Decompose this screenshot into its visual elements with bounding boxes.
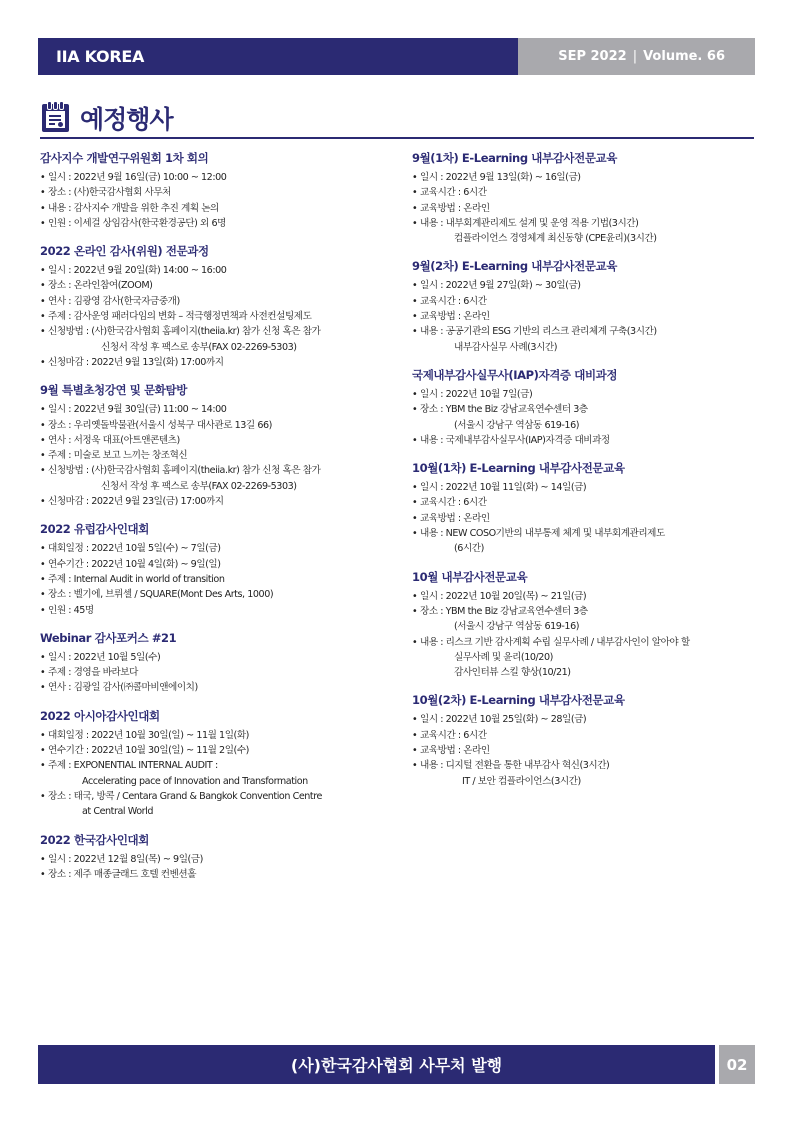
page-number: 02 (719, 1045, 755, 1084)
event-details (412, 712, 762, 788)
event-detail-continuation: 실무사례 및 윤리(10/20) (454, 651, 553, 663)
event-block (40, 382, 390, 509)
event-title: 10월(1차) E-Learning 내부감사전문교육 (412, 461, 625, 476)
issue-date: SEP 2022 (558, 49, 627, 64)
issue-separator: | (632, 49, 638, 64)
page-header (38, 38, 755, 75)
event-title: 9월(1차) E-Learning 내부감사전문교육 (412, 151, 617, 165)
calendar-icon (42, 104, 69, 132)
event-detail-line: • 신청마감 : 2022년 9월 23일(금) 17:00까지 (40, 494, 390, 509)
event-detail-line: • 연수기간 : 2022년 10월 4일(화) ~ 9일(일) (40, 557, 390, 572)
page-footer (38, 1045, 755, 1084)
event-detail-continuation: IT / 보안 컴플라이언스(3시간) (462, 775, 581, 787)
event-block (412, 258, 762, 354)
event-block (412, 150, 762, 246)
event-details (40, 650, 390, 696)
event-detail-line: • 신청방법 : (사)한국감사협회 홈페이지(theiia.kr) 참가 신청 혹은 참가 (40, 324, 390, 339)
event-detail-line: • 교육시간 : 6시간 (412, 728, 762, 743)
event-details (40, 402, 390, 509)
event-detail-line: • 인원 : 45명 (40, 603, 390, 618)
event-detail-line: • 대회일정 : 2022년 10월 30일(일) ~ 11월 1일(화) (40, 728, 390, 743)
issue-volume: Volume. 66 (643, 49, 725, 64)
event-detail-continuation: Accelerating pace of Innovation and Transformation (82, 775, 308, 787)
event-detail-continuation: 내부감사실무 사례(3시간) (454, 341, 558, 353)
event-detail-line: • 일시 : 2022년 10월 11일(화) ~ 14일(금) (412, 480, 762, 495)
event-detail-line: • 신청방법 : (사)한국감사협회 홈페이지(theiia.kr) 참가 신청 혹은 참가 (40, 463, 390, 478)
event-details (412, 387, 762, 448)
right-column (412, 150, 762, 801)
event-detail-continuation: 신청서 작성 후 팩스로 송부(FAX 02-2269-5303) (101, 341, 297, 353)
event-detail-line: • 일시 : 2022년 9월 20일(화) 14:00 ~ 16:00 (40, 263, 390, 278)
section-header (40, 100, 754, 142)
event-detail-line: • 연사 : 서정욱 대표(아트앤콘텐츠) (40, 433, 390, 448)
event-block (40, 832, 390, 883)
event-detail-line: • 교육방법 : 온라인 (412, 511, 762, 526)
event-title: 10월(2차) E-Learning 내부감사전문교육 (412, 693, 625, 708)
event-details (40, 263, 390, 370)
event-detail-line: • 내용 : 공공기관의 ESG 기반의 리스크 관리체계 구축(3시간) (412, 324, 762, 339)
event-block (40, 243, 390, 370)
event-detail-line: • 내용 : 내부회계관리제도 설계 및 운영 적용 기법(3시간) (412, 216, 762, 231)
event-title: 감사지수 개발연구위원회 1차 회의 (40, 151, 209, 165)
event-detail-line: • 내용 : 리스크 기반 감사계획 수립 실무사례 / 내부감사인이 알아야 할 (412, 635, 762, 650)
event-detail-line: • 주제 : Internal Audit in world of transition (40, 572, 390, 587)
event-detail-line: • 대회일정 : 2022년 10월 5일(수) ~ 7일(금) (40, 541, 390, 556)
event-detail-line: • 내용 : 디지털 전환을 통한 내부감사 혁신(3시간) (412, 758, 762, 773)
event-detail-line: • 일시 : 2022년 9월 13일(화) ~ 16일(금) (412, 170, 762, 185)
event-block (412, 569, 762, 681)
event-detail-line: • 연사 : 김광영 감사(한국자금중개) (40, 294, 390, 309)
event-detail-line: • 장소 : (사)한국감사협회 사무처 (40, 185, 390, 200)
event-detail-continuation: 감사인터뷰 스킬 향상(10/21) (454, 667, 571, 679)
event-detail-line: • 일시 : 2022년 10월 25일(화) ~ 28일(금) (412, 712, 762, 727)
event-detail-line: • 교육시간 : 6시간 (412, 294, 762, 309)
event-detail-line: • 교육방법 : 온라인 (412, 309, 762, 324)
event-detail-line: • 내용 : 감사지수 개발을 위한 추진 계획 논의 (40, 201, 390, 216)
event-title: 국제내부감사실무사(IAP)자격증 대비과정 (412, 367, 618, 382)
event-detail-line: • 장소 : 우리옛돌박물관(서울시 성북구 대사관로 13길 66) (40, 418, 390, 433)
event-detail-line: • 일시 : 2022년 10월 7일(금) (412, 387, 762, 402)
event-detail-line: • 일시 : 2022년 10월 5일(수) (40, 650, 390, 665)
event-detail-line: • 일시 : 2022년 12월 8일(목) ~ 9일(금) (40, 852, 390, 867)
event-detail-continuation: (서울시 강남구 역삼동 619-16) (454, 621, 580, 633)
event-detail-line: • 장소 : 제주 매종글래드 호텔 컨벤션홀 (40, 867, 390, 882)
brand-name: IIA KOREA (38, 38, 518, 75)
event-detail-continuation: (6시간) (454, 543, 484, 555)
event-detail-line: • 장소 : YBM the Biz 강남교육연수센터 3층 (412, 604, 762, 619)
event-detail-line: • 일시 : 2022년 9월 27일(화) ~ 30일(금) (412, 278, 762, 293)
event-detail-line: • 주제 : 감사운영 패러다임의 변화 – 적극행정면책과 사전컨설팅제도 (40, 309, 390, 324)
event-detail-line: • 주제 : 경영을 바라보다 (40, 665, 390, 680)
event-title: 2022 한국감사인대회 (40, 832, 149, 847)
event-detail-line: • 내용 : 국제내부감사실무사(IAP)자격증 대비과정 (412, 433, 762, 448)
event-detail-line: • 장소 : 태국, 방콕 / Centara Grand & Bangkok Convention Centre (40, 789, 390, 804)
event-details (40, 170, 390, 231)
event-block (40, 708, 390, 820)
event-detail-line: • 연사 : 김광일 감사(㈜콜마비앤에이치) (40, 680, 390, 695)
event-block (40, 521, 390, 617)
event-title: 9월(2차) E-Learning 내부감사전문교육 (412, 259, 617, 274)
section-title: 예정행사 (80, 105, 173, 134)
event-detail-line: • 교육방법 : 온라인 (412, 201, 762, 216)
event-details (40, 728, 390, 820)
event-detail-line: • 신청마감 : 2022년 9월 13일(화) 17:00까지 (40, 355, 390, 370)
event-title: Webinar 감사포커스 #21 (40, 630, 177, 645)
event-detail-line: • 일시 : 2022년 9월 30일(금) 11:00 ~ 14:00 (40, 402, 390, 417)
event-detail-continuation: 신청서 작성 후 팩스로 송부(FAX 02-2269-5303) (101, 480, 297, 492)
event-detail-continuation: (서울시 강남구 역삼동 619-16) (454, 419, 580, 431)
event-details (412, 278, 762, 354)
event-detail-line: • 장소 : 벨기에, 브뤼셀 / SQUARE(Mont Des Arts, 1000) (40, 587, 390, 602)
event-detail-line: • 교육시간 : 6시간 (412, 495, 762, 510)
event-detail-line: • 일시 : 2022년 9월 16일(금) 10:00 ~ 12:00 (40, 170, 390, 185)
issue-info (518, 38, 755, 75)
event-title: 10월 내부감사전문교육 (412, 569, 528, 584)
event-detail-continuation: 컴플라이언스 경영체계 최신동향 (CPE윤리)(3시간) (454, 233, 657, 245)
event-details (412, 170, 762, 246)
event-detail-line: • 교육시간 : 6시간 (412, 185, 762, 200)
event-title: 2022 온라인 감사(위원) 전문과정 (40, 244, 209, 259)
event-block (412, 367, 762, 448)
event-title: 2022 아시아감사인대회 (40, 708, 160, 723)
event-detail-line: • 연수기간 : 2022년 10월 30일(일) ~ 11월 2일(수) (40, 743, 390, 758)
event-title: 9월 특별초청강연 및 문화탐방 (40, 383, 187, 398)
event-detail-line: • 일시 : 2022년 10월 20일(목) ~ 21일(금) (412, 589, 762, 604)
event-detail-line: • 주제 : EXPONENTIAL INTERNAL AUDIT : (40, 758, 390, 773)
event-block (412, 460, 762, 556)
event-detail-line: • 내용 : NEW COSO기반의 내부통제 체계 및 내부회계관리제도 (412, 526, 762, 541)
event-detail-line: • 장소 : 온라인참여(ZOOM) (40, 278, 390, 293)
event-detail-line: • 교육방법 : 온라인 (412, 743, 762, 758)
event-detail-line: • 장소 : YBM the Biz 강남교육연수센터 3층 (412, 402, 762, 417)
event-detail-continuation: at Central World (82, 806, 153, 818)
section-divider (40, 137, 754, 139)
event-details (40, 852, 390, 883)
event-block (40, 630, 390, 696)
event-details (40, 541, 390, 617)
left-column (40, 150, 390, 894)
event-details (412, 589, 762, 681)
event-details (412, 480, 762, 556)
event-detail-line: • 인원 : 이세걸 상임감사(한국환경공단) 외 6명 (40, 216, 390, 231)
event-block (40, 150, 390, 231)
event-title: 2022 유럽감사인대회 (40, 522, 149, 537)
publisher-text: (사)한국감사협회 사무처 발행 (38, 1045, 715, 1084)
event-detail-line: • 주제 : 미술로 보고 느끼는 창조혁신 (40, 448, 390, 463)
event-block (412, 692, 762, 788)
